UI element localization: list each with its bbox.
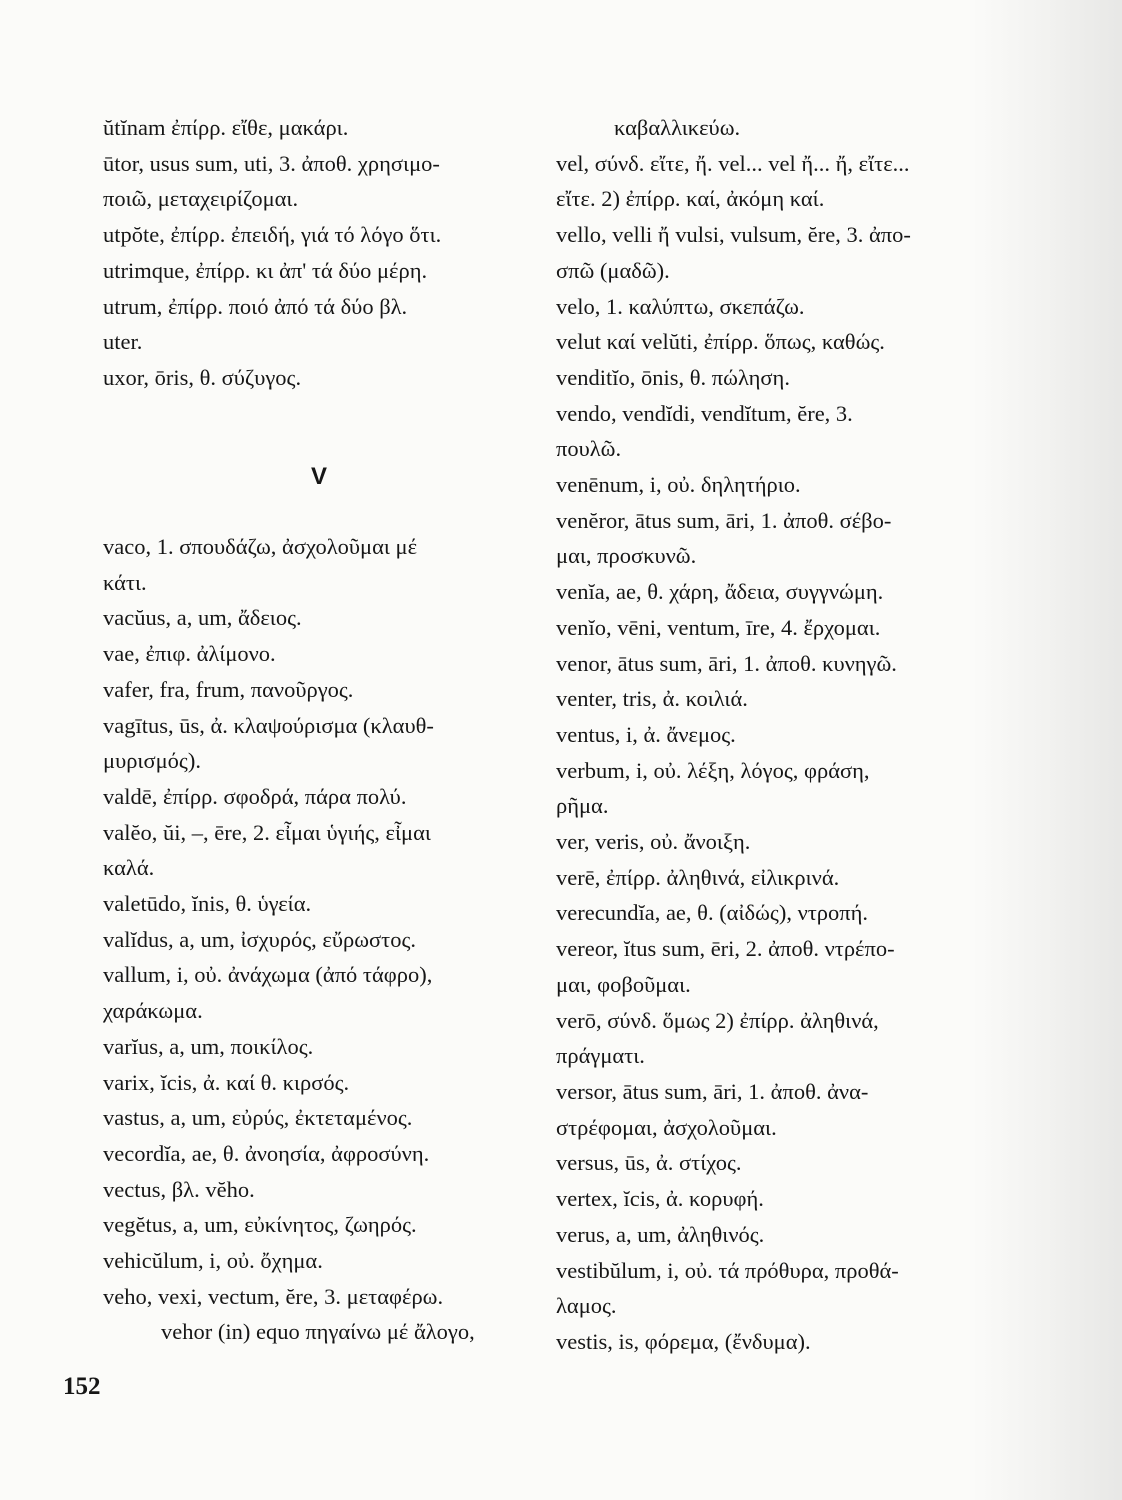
dictionary-entry (103, 636, 543, 672)
entry-line: valetūdo, ĭnis, θ. ὑγεία. (103, 891, 312, 917)
entry-line: venĭo, vēni, ventum, īre, 4. ἔρχομαι. (556, 614, 881, 640)
entry-line: valĭdus, a, um, ἰσχυρός, εὔρωστος. (103, 926, 417, 952)
dictionary-entry (103, 815, 543, 886)
dictionary-entry (556, 717, 1034, 753)
entry-line: versor, ātus sum, āri, 1. ἀποθ. ἀνα- (556, 1078, 869, 1104)
entry-line: venor, ātus sum, āri, 1. ἀποθ. κυνηγῶ. (556, 650, 897, 676)
entry-line: vertex, ĭcis, ἀ. κορυφή. (556, 1186, 764, 1212)
left-column-u-entries (103, 110, 543, 396)
entry-line: vegĕtus, a, um, εὐκίνητος, ζωηρός. (103, 1212, 417, 1238)
dictionary-entry (556, 860, 1034, 896)
entry-line: ventus, i, ἀ. ἄνεμος. (556, 721, 736, 747)
entry-line: velut καί velŭti, ἐπίρρ. ὅπως, καθώς. (556, 329, 885, 355)
dictionary-entry (556, 753, 1034, 824)
entry-line: vecordĭa, ae, θ. ἀνοησία, ἀφροσύνη. (103, 1140, 430, 1166)
dictionary-entry (103, 217, 543, 253)
entry-line: vallum, i, οὐ. ἀνάχωμα (ἀπό τάφρο), (103, 962, 433, 988)
dictionary-entry-continuation (556, 110, 1034, 146)
entry-line: vagītus, ūs, ἀ. κλαψούρισμα (κλαυθ- (103, 712, 434, 738)
entry-line: ver, veris, οὐ. ἄνοιξη. (556, 829, 751, 855)
dictionary-entry (103, 957, 543, 1028)
dictionary-entry (103, 779, 543, 815)
dictionary-entry-continuation (103, 1314, 543, 1350)
dictionary-entry (103, 672, 543, 708)
entry-line: verō, σύνδ. ὅμως 2) ἐπίρρ. ἀληθινά, (556, 1007, 879, 1033)
entry-line: vastus, a, um, εὐρύς, ἐκτεταμένος. (103, 1105, 413, 1131)
entry-line: uxor, ōris, θ. σύζυγος. (103, 364, 302, 390)
entry-line-continuation: κάτι. (103, 569, 147, 595)
dictionary-entry (556, 824, 1034, 860)
dictionary-entry (556, 217, 1034, 288)
entry-line: utpŏte, ἐπίρρ. ἐπειδή, γιά τό λόγο ὅτι. (103, 222, 442, 248)
left-column (103, 110, 543, 1345)
entry-line: vaco, 1. σπουδάζω, ἀσχολοῦμαι μέ (103, 534, 418, 559)
dictionary-entry (103, 1172, 543, 1208)
entry-line: varĭus, a, um, ποικίλος. (103, 1033, 314, 1059)
entry-line: venditĭo, ōnis, θ. πώληση. (556, 364, 790, 390)
section-letter-heading: V (311, 463, 328, 490)
dictionary-entry (556, 146, 1034, 217)
entry-line: venĕror, ātus sum, āri, 1. ἀποθ. σέβο- (556, 507, 892, 533)
entry-line: vel, σύνδ. εἴτε, ἤ. vel... vel ἤ... ἤ, εἴτε... (556, 150, 910, 176)
entry-line: vafer, fra, frum, πανοῦργος. (103, 676, 354, 702)
dictionary-entry (103, 529, 543, 600)
entry-line-continuation: μυρισμός). (103, 748, 201, 774)
dictionary-entry (103, 1136, 543, 1172)
dictionary-entry (103, 1279, 543, 1315)
entry-line: vendo, vendĭdi, vendĭtum, ĕre, 3. (556, 400, 853, 426)
entry-line-continuation: ποιῶ, μεταχειρίζομαι. (103, 186, 299, 212)
dictionary-entry (556, 360, 1034, 396)
dictionary-entry (556, 503, 1034, 574)
entry-line: venĭa, ae, θ. χάρη, ἄδεια, συγγνώμη. (556, 579, 884, 605)
entry-line: venēnum, i, οὐ. δηλητήριο. (556, 472, 801, 498)
dictionary-entry (103, 708, 543, 779)
entry-line: ūtor, usus sum, uti, 3. ἀποθ. χρησιμο- (103, 150, 440, 176)
entry-line: varix, ĭcis, ἀ. καί θ. κιρσός. (103, 1069, 350, 1095)
dictionary-entry (103, 1065, 543, 1101)
dictionary-entry (556, 610, 1034, 646)
dictionary-entry (556, 1003, 1034, 1074)
dictionary-entry (556, 646, 1034, 682)
right-column (556, 110, 1034, 1360)
entry-line: vae, ἐπιφ. ἀλίμονο. (103, 641, 276, 667)
dictionary-entry (556, 1145, 1034, 1181)
entry-line: καβαλλικεύω. (614, 115, 741, 140)
entry-line-continuation: πράγματι. (556, 1043, 645, 1069)
dictionary-entry (556, 574, 1034, 610)
dictionary-entry (556, 1074, 1034, 1145)
dictionary-entry (556, 1324, 1034, 1360)
entry-line-continuation: σπῶ (μαδῶ). (556, 257, 670, 283)
entry-line-continuation: χαράκωμα. (103, 998, 203, 1024)
dictionary-entry (103, 289, 543, 360)
entry-line: vestibŭlum, i, οὐ. τά πρόθυρα, προθά- (556, 1257, 899, 1283)
entry-line: vehicŭlum, i, οὐ. ὄχημα. (103, 1248, 323, 1274)
entry-line-continuation: πουλῶ. (556, 436, 622, 462)
entry-line: verus, a, um, ἀληθινός. (556, 1221, 765, 1247)
entry-line: vectus, βλ. vĕho. (103, 1176, 255, 1202)
entry-line-continuation: καλά. (103, 855, 155, 881)
dictionary-entry (556, 396, 1034, 467)
entry-line: verbum, i, οὐ. λέξη, λόγος, φράση, (556, 757, 870, 783)
entry-line-continuation: εἴτε. 2) ἐπίρρ. καί, ἀκόμη καί. (556, 186, 825, 212)
entry-line: verē, ἐπίρρ. ἀληθινά, εἰλικρινά. (556, 864, 840, 890)
entry-line-continuation: uter. (103, 329, 143, 355)
dictionary-entry (556, 931, 1034, 1002)
dictionary-entry (103, 1207, 543, 1243)
entry-line: ŭtĭnam ἐπίρρ. εἴθε, μακάρι. (103, 115, 349, 140)
entry-line: venter, tris, ἀ. κοιλιά. (556, 686, 748, 712)
dictionary-entry (556, 1253, 1034, 1324)
entry-line: vehor (in) equo πηγαίνω μέ ἄλογο, (161, 1319, 475, 1345)
entry-line: versus, ūs, ἀ. στίχος. (556, 1150, 742, 1176)
entry-line: vacŭus, a, um, ἄδειος. (103, 605, 302, 631)
entry-line-continuation: μαι, φοβοῦμαι. (556, 971, 691, 997)
left-column-v-entries (103, 529, 543, 1350)
dictionary-entry (103, 922, 543, 958)
dictionary-entry (103, 1100, 543, 1136)
dictionary-entry (103, 146, 543, 217)
dictionary-entry (103, 360, 543, 396)
dictionary-entry (556, 681, 1034, 717)
dictionary-entry (103, 253, 543, 289)
entry-line: velo, 1. καλύπτω, σκεπάζω. (556, 293, 805, 319)
entry-line: valĕo, ŭi, –, ēre, 2. εἶμαι ὑγιής, εἶμαι (103, 819, 431, 845)
entry-line: vereor, ĭtus sum, ēri, 2. ἀποθ. ντρέπο- (556, 936, 895, 962)
dictionary-entry (556, 895, 1034, 931)
entry-line-continuation: ρῆμα. (556, 793, 609, 819)
page-number: 152 (63, 1373, 101, 1400)
dictionary-entry (103, 886, 543, 922)
entry-line-continuation: στρέφομαι, ἀσχολοῦμαι. (556, 1114, 777, 1140)
dictionary-entry (103, 1243, 543, 1279)
dictionary-entry (556, 467, 1034, 503)
dictionary-entry (556, 1181, 1034, 1217)
entry-line: veho, vexi, vectum, ĕre, 3. μεταφέρω. (103, 1283, 444, 1309)
entry-line: vello, velli ἤ vulsi, vulsum, ĕre, 3. ἀπο- (556, 222, 911, 248)
dictionary-entry (103, 110, 543, 146)
dictionary-entry (556, 1217, 1034, 1253)
entry-line: verecundĭa, ae, θ. (αἰδώς), ντροπή. (556, 900, 869, 926)
entry-line-continuation: μαι, προσκυνῶ. (556, 543, 697, 569)
entry-line-continuation: λαμος. (556, 1293, 617, 1319)
dictionary-entry (556, 289, 1034, 325)
entry-line: valdē, ἐπίρρ. σφοδρά, πάρα πολύ. (103, 783, 407, 809)
dictionary-entry (103, 600, 543, 636)
dictionary-entry (556, 324, 1034, 360)
entry-line: vestis, is, φόρεμα, (ἔνδυμα). (556, 1328, 811, 1354)
entry-line: utrum, ἐπίρρ. ποιό ἀπό τά δύο βλ. (103, 293, 408, 319)
dictionary-entry (103, 1029, 543, 1065)
entry-line: utrimque, ἐπίρρ. κι ἀπ' τά δύο μέρη. (103, 257, 428, 283)
